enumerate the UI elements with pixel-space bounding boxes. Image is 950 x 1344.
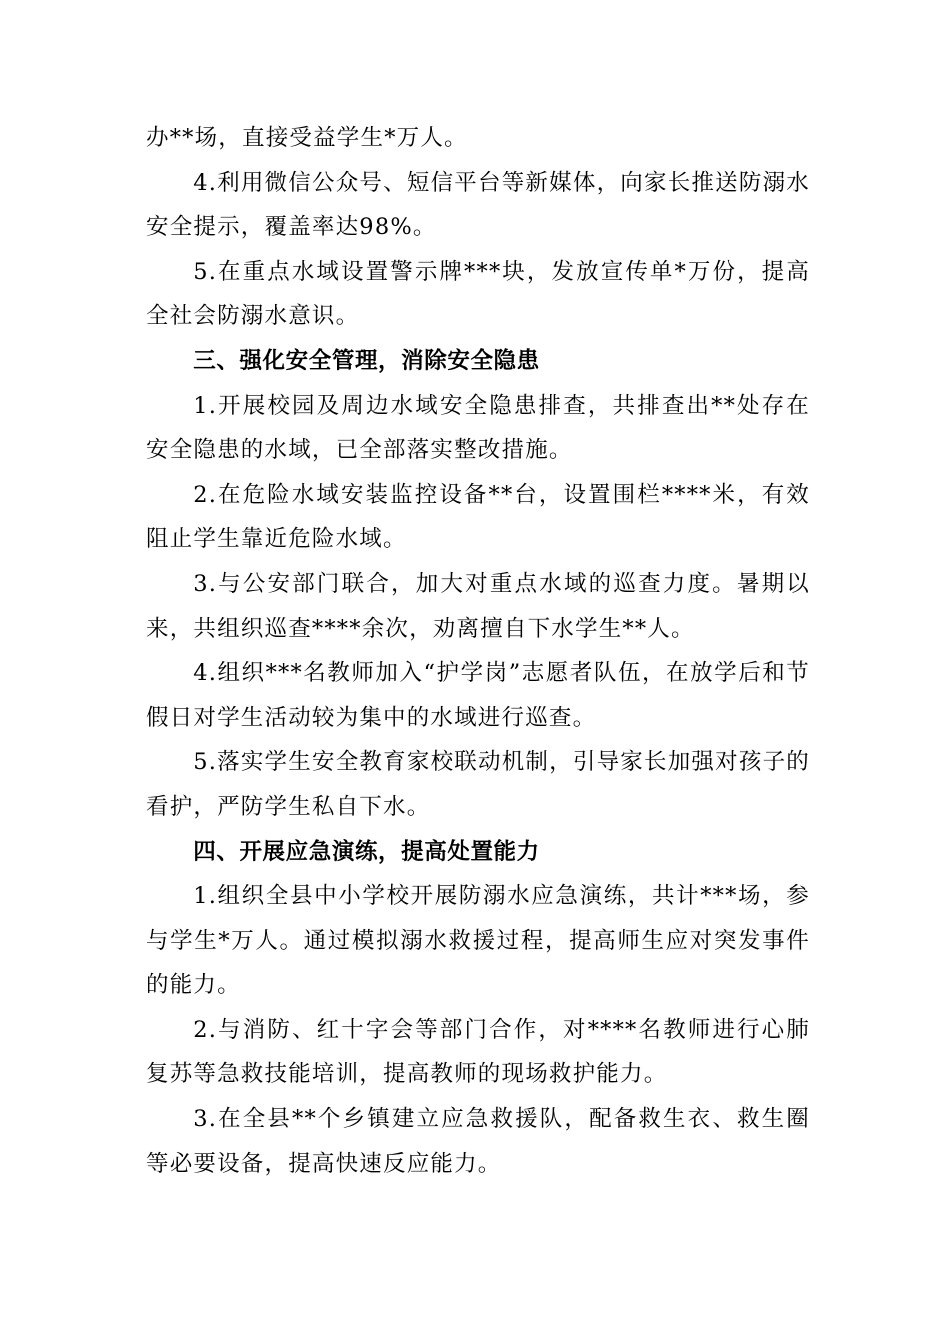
section-heading: 三、强化安全管理，消除安全隐患	[193, 347, 540, 374]
paragraph-item: 5.在重点水域设置警示牌***块，发放宣传单*万份，提高全社会防溺水意识。	[146, 258, 810, 330]
paragraph-item: 1.组织全县中小学校开展防溺水应急演练，共计***场，参与学生*万人。通过模拟溺水救援过程，提高师生应对突发事件的能力。	[146, 883, 810, 999]
document-body	[146, 116, 810, 1186]
paragraph-item: 3.与公安部门联合，加大对重点水域的巡查力度。暑期以来，共组织巡查****余次，劝离擅自下水学生**人。	[146, 570, 810, 642]
paragraph-item: 4.利用微信公众号、短信平台等新媒体，向家长推送防溺水安全提示，覆盖率达98%。	[146, 169, 810, 241]
paragraph-continuation: 办**场，直接受益学生*万人。	[146, 125, 468, 151]
section-heading: 四、开展应急演练，提高处置能力	[193, 838, 540, 865]
paragraph-item: 2.在危险水域安装监控设备**台，设置围栏****米，有效阻止学生靠近危险水域。	[146, 481, 810, 553]
paragraph-item: 3.在全县**个乡镇建立应急救援队，配备救生衣、救生圈等必要设备，提高快速反应能力。	[146, 1106, 810, 1177]
paragraph-item: 4.组织***名教师加入“护学岗”志愿者队伍，在放学后和节假日对学生活动较为集中的水域进行巡查。	[146, 660, 810, 731]
paragraph-item: 1.开展校园及周边水域安全隐患排查，共排查出**处存在安全隐患的水域，已全部落实整改措施。	[146, 392, 810, 464]
paragraph-item: 2.与消防、红十字会等部门合作，对****名教师进行心肺复苏等急救技能培训，提高教师的现场救护能力。	[146, 1016, 810, 1088]
paragraph-item: 5.落实学生安全教育家校联动机制，引导家长加强对孩子的看护，严防学生私自下水。	[146, 749, 810, 820]
